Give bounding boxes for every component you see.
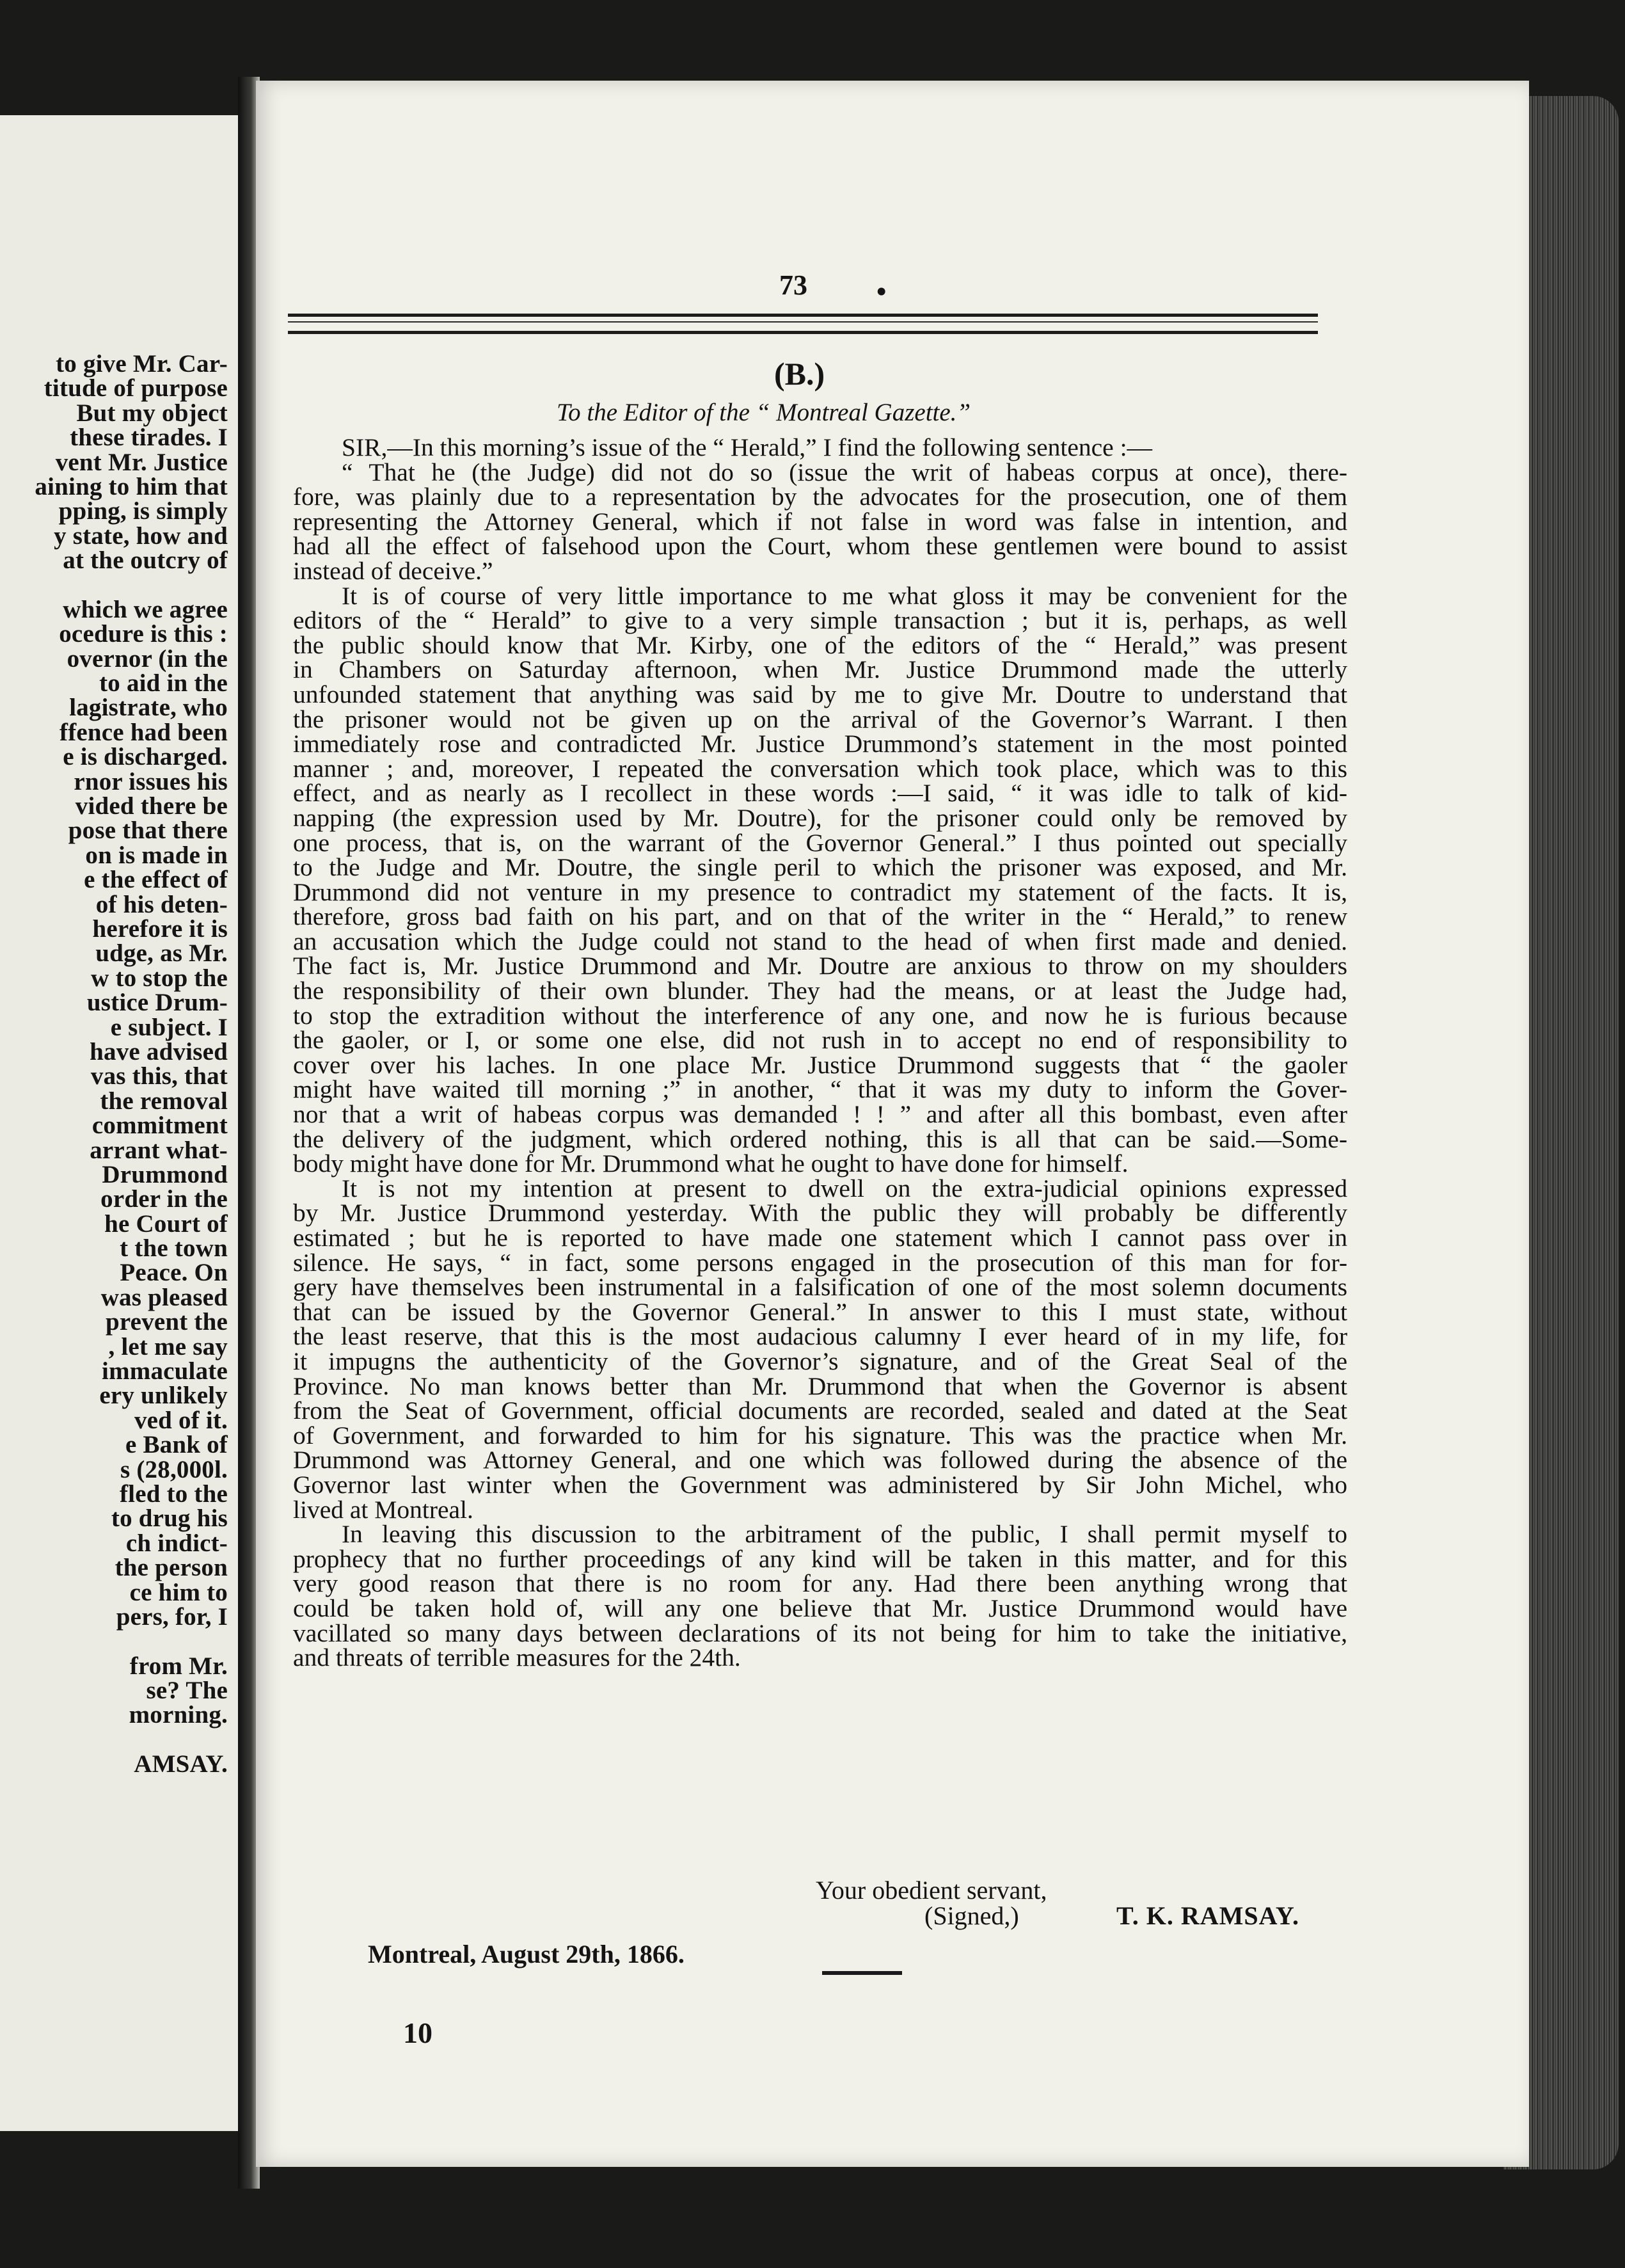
left-page-line: ffence had been: [59, 718, 228, 746]
body-line: the public should know that Mr. Kirby, one of the editors of the “ Herald,” was present: [293, 630, 1347, 659]
body-line: lived at Montreal.: [293, 1495, 473, 1524]
body-line: In leaving this discussion to the arbitrament of the public, I shall permit myself to: [342, 1520, 1347, 1549]
left-page-line: udge, as Mr.: [95, 939, 228, 968]
left-page-line: the removal: [100, 1087, 228, 1115]
left-page-line: e the effect of: [84, 866, 228, 894]
signature: T. K. RAMSAY.: [1116, 1901, 1300, 1930]
body-line: an accusation which the Judge could not stand to the head of when first made and denied.: [293, 927, 1347, 955]
left-page-line: the person: [115, 1554, 228, 1582]
left-page-line: vas this, that: [90, 1062, 228, 1090]
body-line: manner ; and, moreover, I repeated the conversation which took place, which was to this: [293, 754, 1347, 783]
left-page-line: to give Mr. Car-: [56, 350, 228, 378]
left-page-line: herefore it is: [92, 914, 228, 943]
left-page-line: w to stop the: [91, 964, 228, 992]
left-page-line: pping, is simply: [58, 497, 228, 525]
body-line: fore, was plainly due to a representation by the advocates for the prosecution, one of them: [293, 483, 1347, 511]
body-line: could be taken hold of, will any one believe that Mr. Justice Drummond would have: [293, 1593, 1347, 1622]
section-label: (B.): [774, 356, 825, 392]
left-page-line: arrant what-: [90, 1136, 228, 1164]
body-line: It is of course of very little importance to me what gloss it may be convenient for the: [342, 581, 1347, 610]
left-page-line: prevent the: [105, 1308, 228, 1336]
body-line: silence. He says, “ in fact, some persons engaged in the prosecution of this man for for-: [293, 1248, 1347, 1277]
left-facing-page: [0, 115, 244, 2131]
body-line: Drummond did not venture in my presence to contradict my statement of the facts. It is,: [293, 877, 1347, 906]
left-page-line: , let me say: [108, 1332, 228, 1361]
body-line: might have waited till morning ;” in another, “ that it was my duty to inform the Gover-: [293, 1075, 1347, 1104]
left-page-line: e Bank of: [125, 1431, 228, 1459]
left-page-line: vided there be: [75, 792, 228, 820]
body-line: It is not my intention at present to dwell on the extra-judicial opinions expressed: [342, 1174, 1347, 1202]
left-page-line: t the town: [120, 1234, 228, 1263]
body-line: vacillated so many days between declarations of its not being for him to take the initiative,: [293, 1618, 1347, 1647]
left-page-line: y state, how and: [54, 522, 228, 550]
page-number: 73: [779, 269, 807, 301]
left-page-line: ch indict-: [125, 1529, 228, 1557]
closing-rule: [822, 1971, 902, 1975]
body-line: and threats of terrible measures for the 24th.: [293, 1643, 741, 1672]
body-line: therefore, gross bad faith on his part, and on that of the writer in the “ Herald,” to renew: [293, 902, 1347, 931]
left-page-line: [35, 573, 228, 598]
left-page-line: ocedure is this :: [59, 620, 228, 648]
left-page-line: was pleased: [100, 1283, 228, 1311]
body-line: the responsibility of their own blunder. They had the means, or at least the Judge had,: [293, 977, 1347, 1005]
body-line: unfounded statement that anything was said by me to give Mr. Doutre to understand that: [293, 680, 1347, 708]
body-line: Province. No man knows better than Mr. Drummond that when the Governor is absent: [293, 1371, 1347, 1400]
left-page-line: at the outcry of: [63, 547, 228, 575]
signature-mark: 10: [403, 2016, 432, 2049]
body-line: of Government, and forwarded to him for his signature. This was the practice when Mr.: [293, 1421, 1347, 1449]
body-line: “ That he (the Judge) did not do so (issue the writ of habeas corpus at once), there-: [342, 458, 1347, 486]
left-page-line: to aid in the: [99, 669, 228, 698]
left-page-line: overnor (in the: [67, 644, 228, 673]
left-page-line: aining to him that: [35, 472, 228, 500]
left-page-line: lagistrate, who: [69, 694, 228, 722]
body-line: in Chambers on Saturday afternoon, when Mr. Justice Drummond made the utterly: [293, 655, 1347, 684]
body-line: that can be issued by the Governor General.” In answer to this I must state, without: [293, 1297, 1347, 1326]
body-line: by Mr. Justice Drummond yesterday. With the public they will probably be differently: [293, 1199, 1347, 1227]
left-page-line: ved of it.: [134, 1406, 228, 1434]
body-line: very good reason that there is no room for any. Had there been anything wrong that: [293, 1569, 1347, 1598]
body-line: napping (the expression used by Mr. Doutre), for the prisoner could only be removed by: [293, 803, 1347, 832]
body-line: the gaoler, or I, or some one else, did not rush in to accept no end of responsibility to: [293, 1026, 1347, 1055]
left-page-line: on is made in: [85, 841, 228, 869]
left-page-line: have advised: [90, 1037, 228, 1066]
body-line: to stop the extradition without the interference of any one, and now he is furious because: [293, 1001, 1347, 1030]
header-dot: •: [876, 276, 887, 307]
body-line: the prisoner would not be given up on the arrival of the Governor’s Warrant. I then: [293, 705, 1347, 733]
body-line: had all the effect of falsehood upon the Court, whom these gentlemen were bound to assist: [293, 532, 1347, 561]
left-page-text: [35, 352, 228, 1777]
letter-heading: To the Editor of the “ Montreal Gazette.”: [557, 399, 971, 426]
body-line: the least reserve, that this is the most audacious calumny I ever heard of in my life, for: [293, 1322, 1347, 1351]
left-page-line: se? The: [146, 1677, 228, 1705]
body-line: instead of deceive.”: [293, 556, 493, 585]
body-line: body might have done for Mr. Drummond what he ought to have done for himself.: [293, 1149, 1129, 1178]
left-page-line: ery unlikely: [99, 1382, 228, 1410]
left-page-line: which we agree: [63, 595, 228, 623]
left-page-line: immaculate: [102, 1357, 228, 1386]
letter-body: [293, 435, 1347, 1670]
body-line: prophecy that no further proceedings of any kind will be taken in this matter, and for this: [293, 1544, 1347, 1573]
left-page-line: morning.: [129, 1701, 228, 1729]
body-line: editors of the “ Herald” to give to a very simple transaction ; but it is, perhaps, as well: [293, 606, 1347, 635]
closing-line: Your obedient servant,: [816, 1876, 1047, 1905]
body-line: effect, and as nearly as I recollect in these words :—I said, “ it was idle to talk of kid-: [293, 779, 1347, 808]
left-page-line: ce him to: [129, 1578, 228, 1606]
left-page-line: fled to the: [120, 1480, 228, 1508]
left-page-line: these tirades. I: [70, 424, 228, 452]
left-page-line: he Court of: [104, 1210, 228, 1238]
left-page-line: [35, 1629, 228, 1654]
body-line: SIR,—In this morning’s issue of the “ Herald,” I find the following sentence :—: [342, 433, 1153, 461]
left-page-line: order in the: [100, 1185, 228, 1213]
body-line: Drummond was Attorney General, and one which was followed during the absence of the: [293, 1446, 1347, 1474]
header-double-rule: [288, 314, 1318, 334]
body-line: one process, that is, on the warrant of the Governor General.” I thus pointed out specially: [293, 828, 1347, 857]
place-and-date: Montreal, August 29th, 1866.: [368, 1940, 685, 1969]
left-page-line: s (28,000l.: [120, 1455, 228, 1483]
left-page-line: e subject. I: [110, 1013, 228, 1041]
left-page-line: But my object: [76, 399, 228, 427]
body-line: cover over his laches. In one place Mr. Justice Drummond suggests that “ the gaoler: [293, 1050, 1347, 1079]
body-line: nor that a writ of habeas corpus was demanded ! ! ” and after all this bombast, even after: [293, 1100, 1347, 1129]
left-page-line: from Mr.: [129, 1652, 228, 1680]
body-line: to the Judge and Mr. Doutre, the single peril to which the prisoner was exposed, and Mr.: [293, 853, 1347, 882]
left-page-line: pose that there: [68, 817, 228, 845]
left-page-line: e is discharged.: [63, 743, 228, 771]
left-page-line: [35, 1728, 228, 1752]
body-line: estimated ; but he is reported to have made one statement which I cannot pass over in: [293, 1224, 1347, 1252]
left-page-line: of his deten-: [95, 890, 228, 918]
left-page-line: AMSAY.: [134, 1750, 228, 1778]
left-page-line: titude of purpose: [44, 374, 228, 403]
body-line: Governor last winter when the Government was administered by Sir John Michel, who: [293, 1470, 1347, 1499]
left-page-line: to drug his: [111, 1505, 228, 1533]
signed-label: (Signed,): [924, 1901, 1019, 1930]
left-page-line: Drummond: [102, 1160, 228, 1188]
body-line: from the Seat of Government, official documents are recorded, sealed and dated at the Seat: [293, 1396, 1347, 1425]
left-page-line: pers, for, I: [116, 1602, 228, 1631]
body-line: gery have themselves been instrumental in a falsification of one of the most solemn documents: [293, 1273, 1347, 1302]
left-page-line: vent Mr. Justice: [55, 448, 228, 476]
body-line: the delivery of the judgment, which ordered nothing, this is all that can be said.—Some-: [293, 1124, 1347, 1153]
body-line: immediately rose and contradicted Mr. Justice Drummond’s statement in the most pointed: [293, 730, 1347, 758]
body-line: it impugns the authenticity of the Governor’s signature, and of the Great Seal of the: [293, 1346, 1347, 1375]
body-line: representing the Attorney General, which if not false in word was false in intention, and: [293, 507, 1347, 536]
left-page-line: ustice Drum-: [86, 989, 228, 1017]
body-line: The fact is, Mr. Justice Drummond and Mr. Doutre are anxious to throw on my shoulders: [293, 952, 1347, 980]
left-page-line: commitment: [91, 1112, 228, 1140]
left-page-line: Peace. On: [120, 1259, 228, 1287]
left-page-line: rnor issues his: [74, 767, 228, 795]
